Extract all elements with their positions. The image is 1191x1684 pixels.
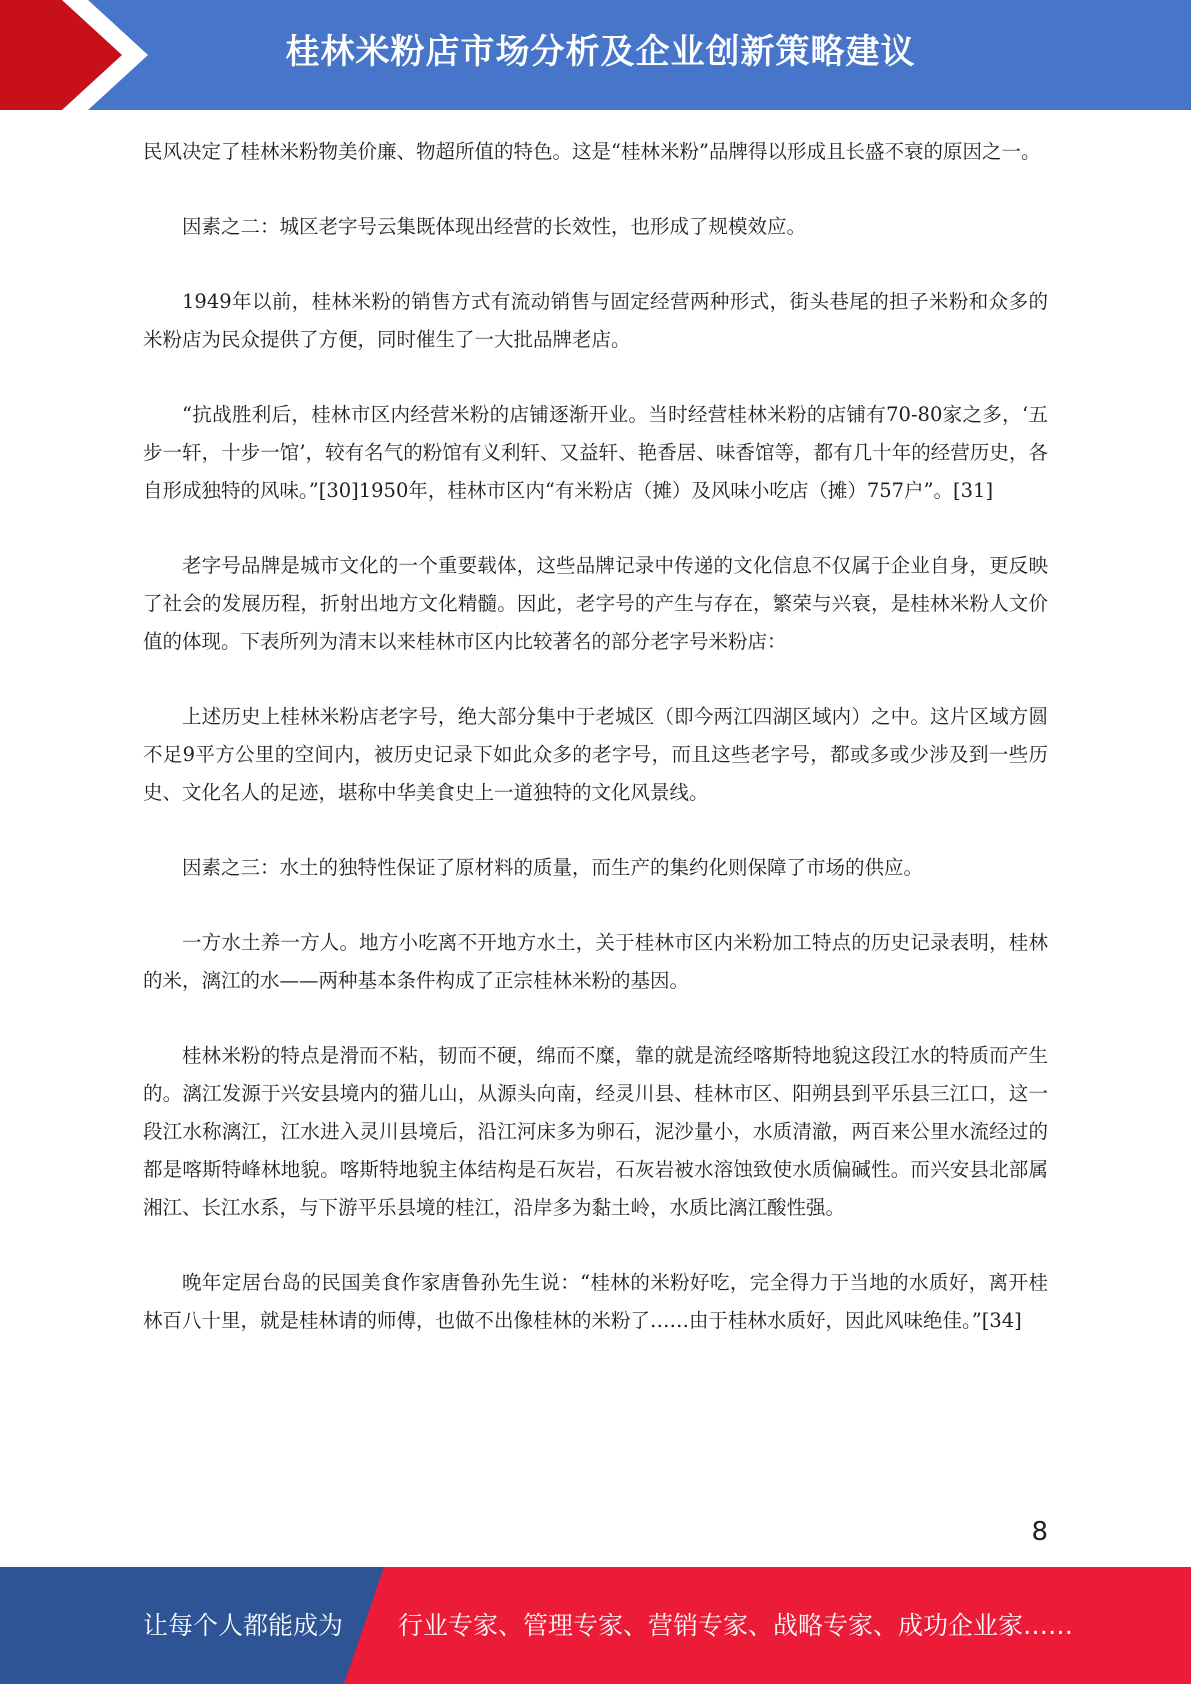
page-number: 8 xyxy=(1031,1517,1048,1547)
body-paragraph: 上述历史上桂林米粉店老字号，绝大部分集中于老城区（即今两江四湖区域内）之中。这片区域方圆不足9平方公里的空间内，被历史记录下如此众多的老字号，而且这些老字号，都或多或少涉及到一些历史、文化名人的足迹，堪称中华美食史上一道独特的文化风景线。 xyxy=(143,705,1048,804)
document-body xyxy=(143,133,1048,1377)
page-header xyxy=(0,0,1191,110)
body-paragraph: 老字号品牌是城市文化的一个重要载体，这些品牌记录中传递的文化信息不仅属于企业自身，更反映了社会的发展历程，折射出地方文化精髓。因此，老字号的产生与存在，繁荣与兴衰，是桂林米粉人文价值的体现。下表所列为清末以来桂林市区内比较著名的部分老字号米粉店： xyxy=(143,554,1048,653)
body-paragraph: 一方水土养一方人。地方小吃离不开地方水土，关于桂林市区内米粉加工特点的历史记录表明，桂林的米，漓江的水——两种基本条件构成了正宗桂林米粉的基因。 xyxy=(143,931,1048,992)
body-paragraph: 民风决定了桂林米粉物美价廉、物超所值的特色。这是“桂林米粉”品牌得以形成且长盛不衰的原因之一。 xyxy=(143,140,1041,163)
footer-slogan-left: 让每个人都能成为 xyxy=(143,1611,344,1640)
body-paragraph: 1949年以前，桂林米粉的销售方式有流动销售与固定经营两种形式，街头巷尾的担子米粉和众多的米粉店为民众提供了方便，同时催生了一大批品牌老店。 xyxy=(143,290,1048,351)
body-paragraph: “抗战胜利后，桂林市区内经营米粉的店铺逐渐开业。当时经营桂林米粉的店铺有70-80家之多，‘五步一轩，十步一馆’，较有名气的粉馆有义利轩、又益轩、艳香居、味香馆等，都有几十年的经营历史，各自形成独特的风味。”[30]1950年，桂林市区内“有米粉店（摊）及风味小吃店（摊）757户”。[31] xyxy=(143,403,1048,502)
body-paragraph: 晚年定居台岛的民国美食作家唐鲁孙先生说：“桂林的米粉好吃，完全得力于当地的水质好，离开桂林百八十里，就是桂林请的师傅，也做不出像桂林的米粉了……由于桂林水质好，因此风味绝佳。”[34] xyxy=(143,1271,1048,1332)
body-paragraph: 因素之三：水土的独特性保证了原材料的质量，而生产的集约化则保障了市场的供应。 xyxy=(182,856,924,879)
footer-slogan-right: 行业专家、管理专家、营销专家、战略专家、成功企业家…… xyxy=(398,1611,1074,1640)
page-footer xyxy=(0,1567,1191,1684)
body-paragraph: 因素之二：城区老字号云集既体现出经营的长效性，也形成了规模效应。 xyxy=(182,215,807,238)
document-title: 桂林米粉店市场分析及企业创新策略建议 xyxy=(285,32,916,72)
body-paragraph: 桂林米粉的特点是滑而不粘，韧而不硬，绵而不糜，靠的就是流经喀斯特地貌这段江水的特质而产生的。漓江发源于兴安县境内的猫儿山，从源头向南，经灵川县、桂林市区、阳朔县到平乐县三江口，这一段江水称漓江，江水进入灵川县境后，沿江河床多为卵石，泥沙量小，水质清澈，两百来公里水流经过的都是喀斯特峰林地貌。喀斯特地貌主体结构是石灰岩，石灰岩被水溶蚀致使水质偏碱性。而兴安县北部属湘江、长江水系，与下游平乐县境的桂江，沿岸多为黏土岭，水质比漓江酸性强。 xyxy=(143,1044,1048,1219)
